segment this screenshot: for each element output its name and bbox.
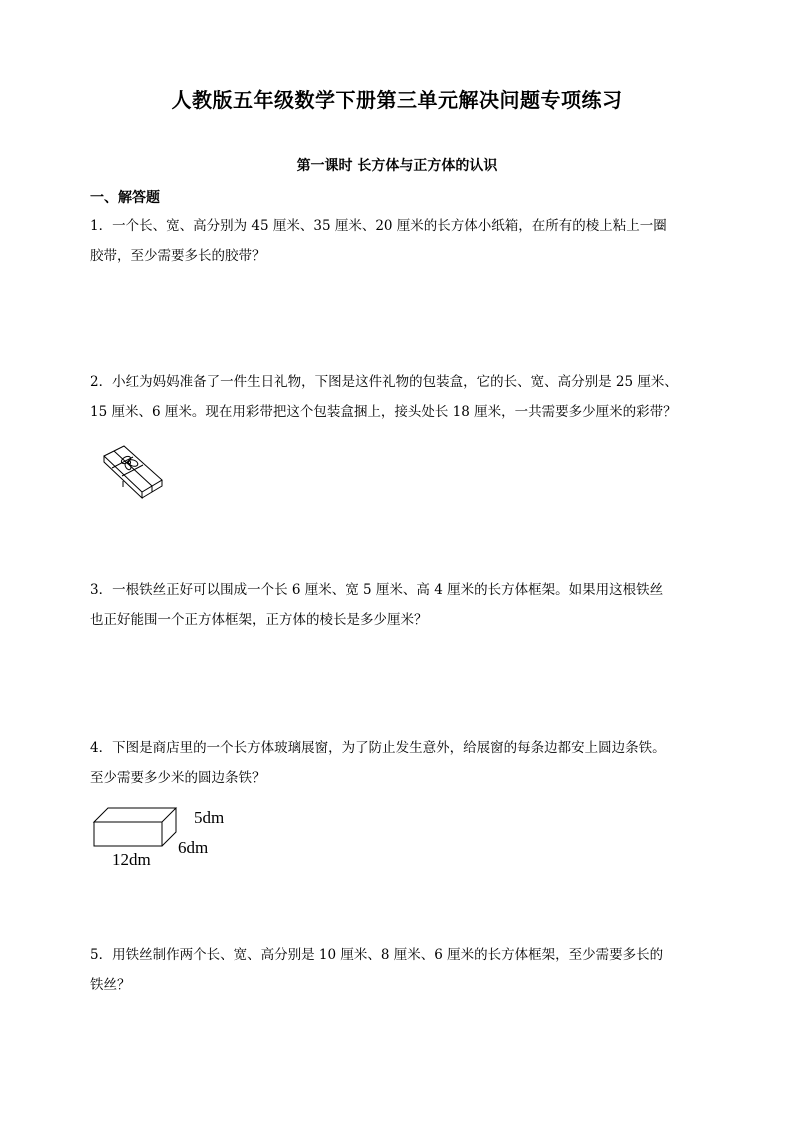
question-text-line: 下图是商店里的一个长方体玻璃展窗，为了防止发生意外，给展窗的每条边都安上圆边条铁。: [112, 740, 666, 756]
width-label: 6dm: [178, 838, 209, 857]
question-text-line: 15 厘米、6 厘米。现在用彩带把这个包装盒捆上，接头处长 18 厘米，一共需要多少厘米的彩带？: [90, 404, 677, 420]
length-label: 12dm: [112, 850, 151, 869]
question-text-line: 一个长、宽、高分别为 45 厘米、35 厘米、20 厘米的长方体小纸箱，在所有的棱上粘上一圈: [112, 218, 667, 234]
question-number: 1．: [90, 218, 113, 234]
question-text-line: 至少需要多少米的圆边条铁？: [90, 770, 266, 786]
question-number: 2．: [90, 374, 113, 390]
question-3: [90, 575, 710, 635]
page-title: 人教版五年级数学下册第三单元解决问题专项练习: [171, 88, 623, 112]
question-text-line: 一根铁丝正好可以围成一个长 6 厘米、宽 5 厘米、高 4 厘米的长方体框架。如果用这根铁丝: [112, 582, 664, 598]
question-number: 3．: [90, 582, 113, 598]
question-text-line: 也正好能围一个正方体框架，正方体的棱长是多少厘米？: [90, 612, 428, 628]
display-window-figure: [90, 804, 240, 870]
question-2: [90, 367, 710, 427]
height-label: 5dm: [194, 808, 225, 827]
question-text-line: 用铁丝制作两个长、宽、高分别是 10 厘米、8 厘米、6 厘米的长方体框架，至少需要多长的: [112, 947, 664, 963]
question-number: 4．: [90, 740, 113, 756]
question-text-line: 胶带，至少需要多长的胶带？: [90, 248, 266, 264]
question-number: 5．: [90, 947, 113, 963]
question-text-line: 铁丝？: [90, 977, 131, 993]
question-text-line: 小红为妈妈准备了一件生日礼物，下图是这件礼物的包装盒，它的长、宽、高分别是 25 厘米、: [112, 374, 678, 390]
gift-box-figure: [100, 440, 170, 504]
question-4: [90, 733, 710, 793]
question-1: [90, 211, 710, 271]
question-5: [90, 940, 710, 1000]
section-heading: 一、解答题: [90, 190, 160, 206]
lesson-subtitle: 第一课时 长方体与正方体的认识: [296, 158, 498, 174]
